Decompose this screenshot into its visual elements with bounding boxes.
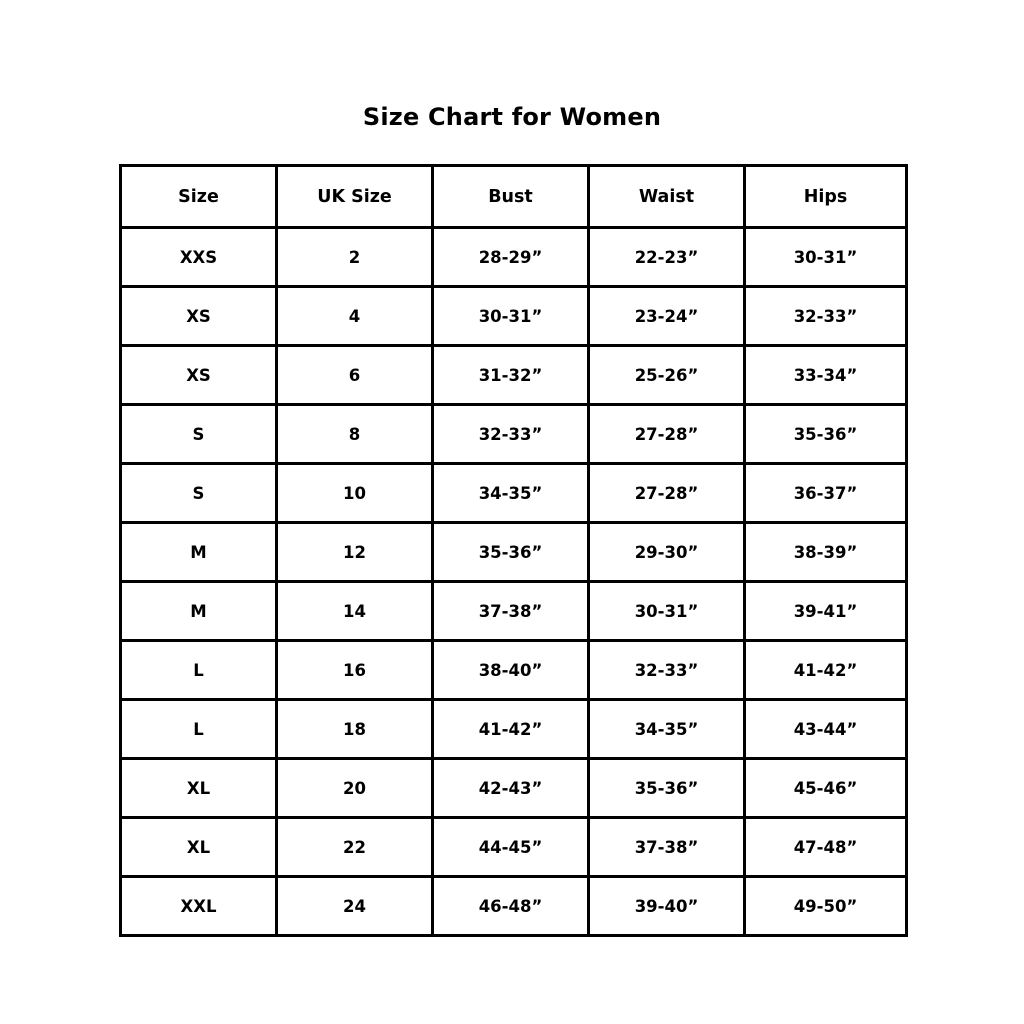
- cell-size: XS: [121, 287, 277, 346]
- cell-size: XXS: [121, 228, 277, 287]
- cell-size: XXL: [121, 877, 277, 936]
- table-row: [121, 759, 907, 818]
- cell-size: M: [121, 523, 277, 582]
- cell-bust: 46-48”: [433, 877, 589, 936]
- cell-bust: 30-31”: [433, 287, 589, 346]
- cell-waist: 29-30”: [589, 523, 745, 582]
- table-header-row: [121, 166, 907, 228]
- table-row: [121, 700, 907, 759]
- cell-uk-size: 18: [277, 700, 433, 759]
- cell-bust: 32-33”: [433, 405, 589, 464]
- cell-hips: 47-48”: [745, 818, 907, 877]
- table-row: [121, 641, 907, 700]
- cell-waist: 22-23”: [589, 228, 745, 287]
- cell-waist: 39-40”: [589, 877, 745, 936]
- cell-hips: 49-50”: [745, 877, 907, 936]
- cell-bust: 42-43”: [433, 759, 589, 818]
- cell-uk-size: 24: [277, 877, 433, 936]
- table-row: [121, 582, 907, 641]
- cell-size: L: [121, 641, 277, 700]
- cell-waist: 27-28”: [589, 464, 745, 523]
- cell-uk-size: 22: [277, 818, 433, 877]
- cell-hips: 41-42”: [745, 641, 907, 700]
- cell-hips: 32-33”: [745, 287, 907, 346]
- column-header-uk-size: UK Size: [277, 166, 433, 228]
- cell-waist: 25-26”: [589, 346, 745, 405]
- cell-hips: 45-46”: [745, 759, 907, 818]
- size-chart-table: [119, 164, 908, 937]
- table-row: [121, 405, 907, 464]
- table-body: [121, 228, 907, 936]
- cell-waist: 35-36”: [589, 759, 745, 818]
- cell-bust: 35-36”: [433, 523, 589, 582]
- column-header-bust: Bust: [433, 166, 589, 228]
- cell-bust: 31-32”: [433, 346, 589, 405]
- cell-waist: 30-31”: [589, 582, 745, 641]
- cell-uk-size: 14: [277, 582, 433, 641]
- table-row: [121, 228, 907, 287]
- table-row: [121, 877, 907, 936]
- column-header-size: Size: [121, 166, 277, 228]
- cell-hips: 36-37”: [745, 464, 907, 523]
- column-header-waist: Waist: [589, 166, 745, 228]
- cell-hips: 38-39”: [745, 523, 907, 582]
- cell-hips: 39-41”: [745, 582, 907, 641]
- cell-size: XL: [121, 818, 277, 877]
- cell-bust: 37-38”: [433, 582, 589, 641]
- cell-uk-size: 12: [277, 523, 433, 582]
- cell-waist: 23-24”: [589, 287, 745, 346]
- table-row: [121, 523, 907, 582]
- cell-uk-size: 16: [277, 641, 433, 700]
- cell-hips: 30-31”: [745, 228, 907, 287]
- cell-waist: 37-38”: [589, 818, 745, 877]
- cell-size: M: [121, 582, 277, 641]
- cell-uk-size: 6: [277, 346, 433, 405]
- cell-bust: 34-35”: [433, 464, 589, 523]
- table-row: [121, 464, 907, 523]
- cell-hips: 43-44”: [745, 700, 907, 759]
- cell-waist: 32-33”: [589, 641, 745, 700]
- cell-waist: 34-35”: [589, 700, 745, 759]
- cell-waist: 27-28”: [589, 405, 745, 464]
- cell-size: S: [121, 405, 277, 464]
- table-head: [121, 166, 907, 228]
- cell-uk-size: 4: [277, 287, 433, 346]
- cell-uk-size: 2: [277, 228, 433, 287]
- cell-bust: 41-42”: [433, 700, 589, 759]
- column-header-hips: Hips: [745, 166, 907, 228]
- cell-size: S: [121, 464, 277, 523]
- table-row: [121, 818, 907, 877]
- cell-uk-size: 20: [277, 759, 433, 818]
- cell-uk-size: 10: [277, 464, 433, 523]
- cell-size: L: [121, 700, 277, 759]
- cell-hips: 33-34”: [745, 346, 907, 405]
- size-chart-table-wrap: [119, 164, 905, 937]
- cell-bust: 38-40”: [433, 641, 589, 700]
- cell-bust: 28-29”: [433, 228, 589, 287]
- cell-bust: 44-45”: [433, 818, 589, 877]
- cell-size: XL: [121, 759, 277, 818]
- cell-uk-size: 8: [277, 405, 433, 464]
- table-row: [121, 287, 907, 346]
- cell-hips: 35-36”: [745, 405, 907, 464]
- table-row: [121, 346, 907, 405]
- page-title: Size Chart for Women: [362, 103, 662, 131]
- cell-size: XS: [121, 346, 277, 405]
